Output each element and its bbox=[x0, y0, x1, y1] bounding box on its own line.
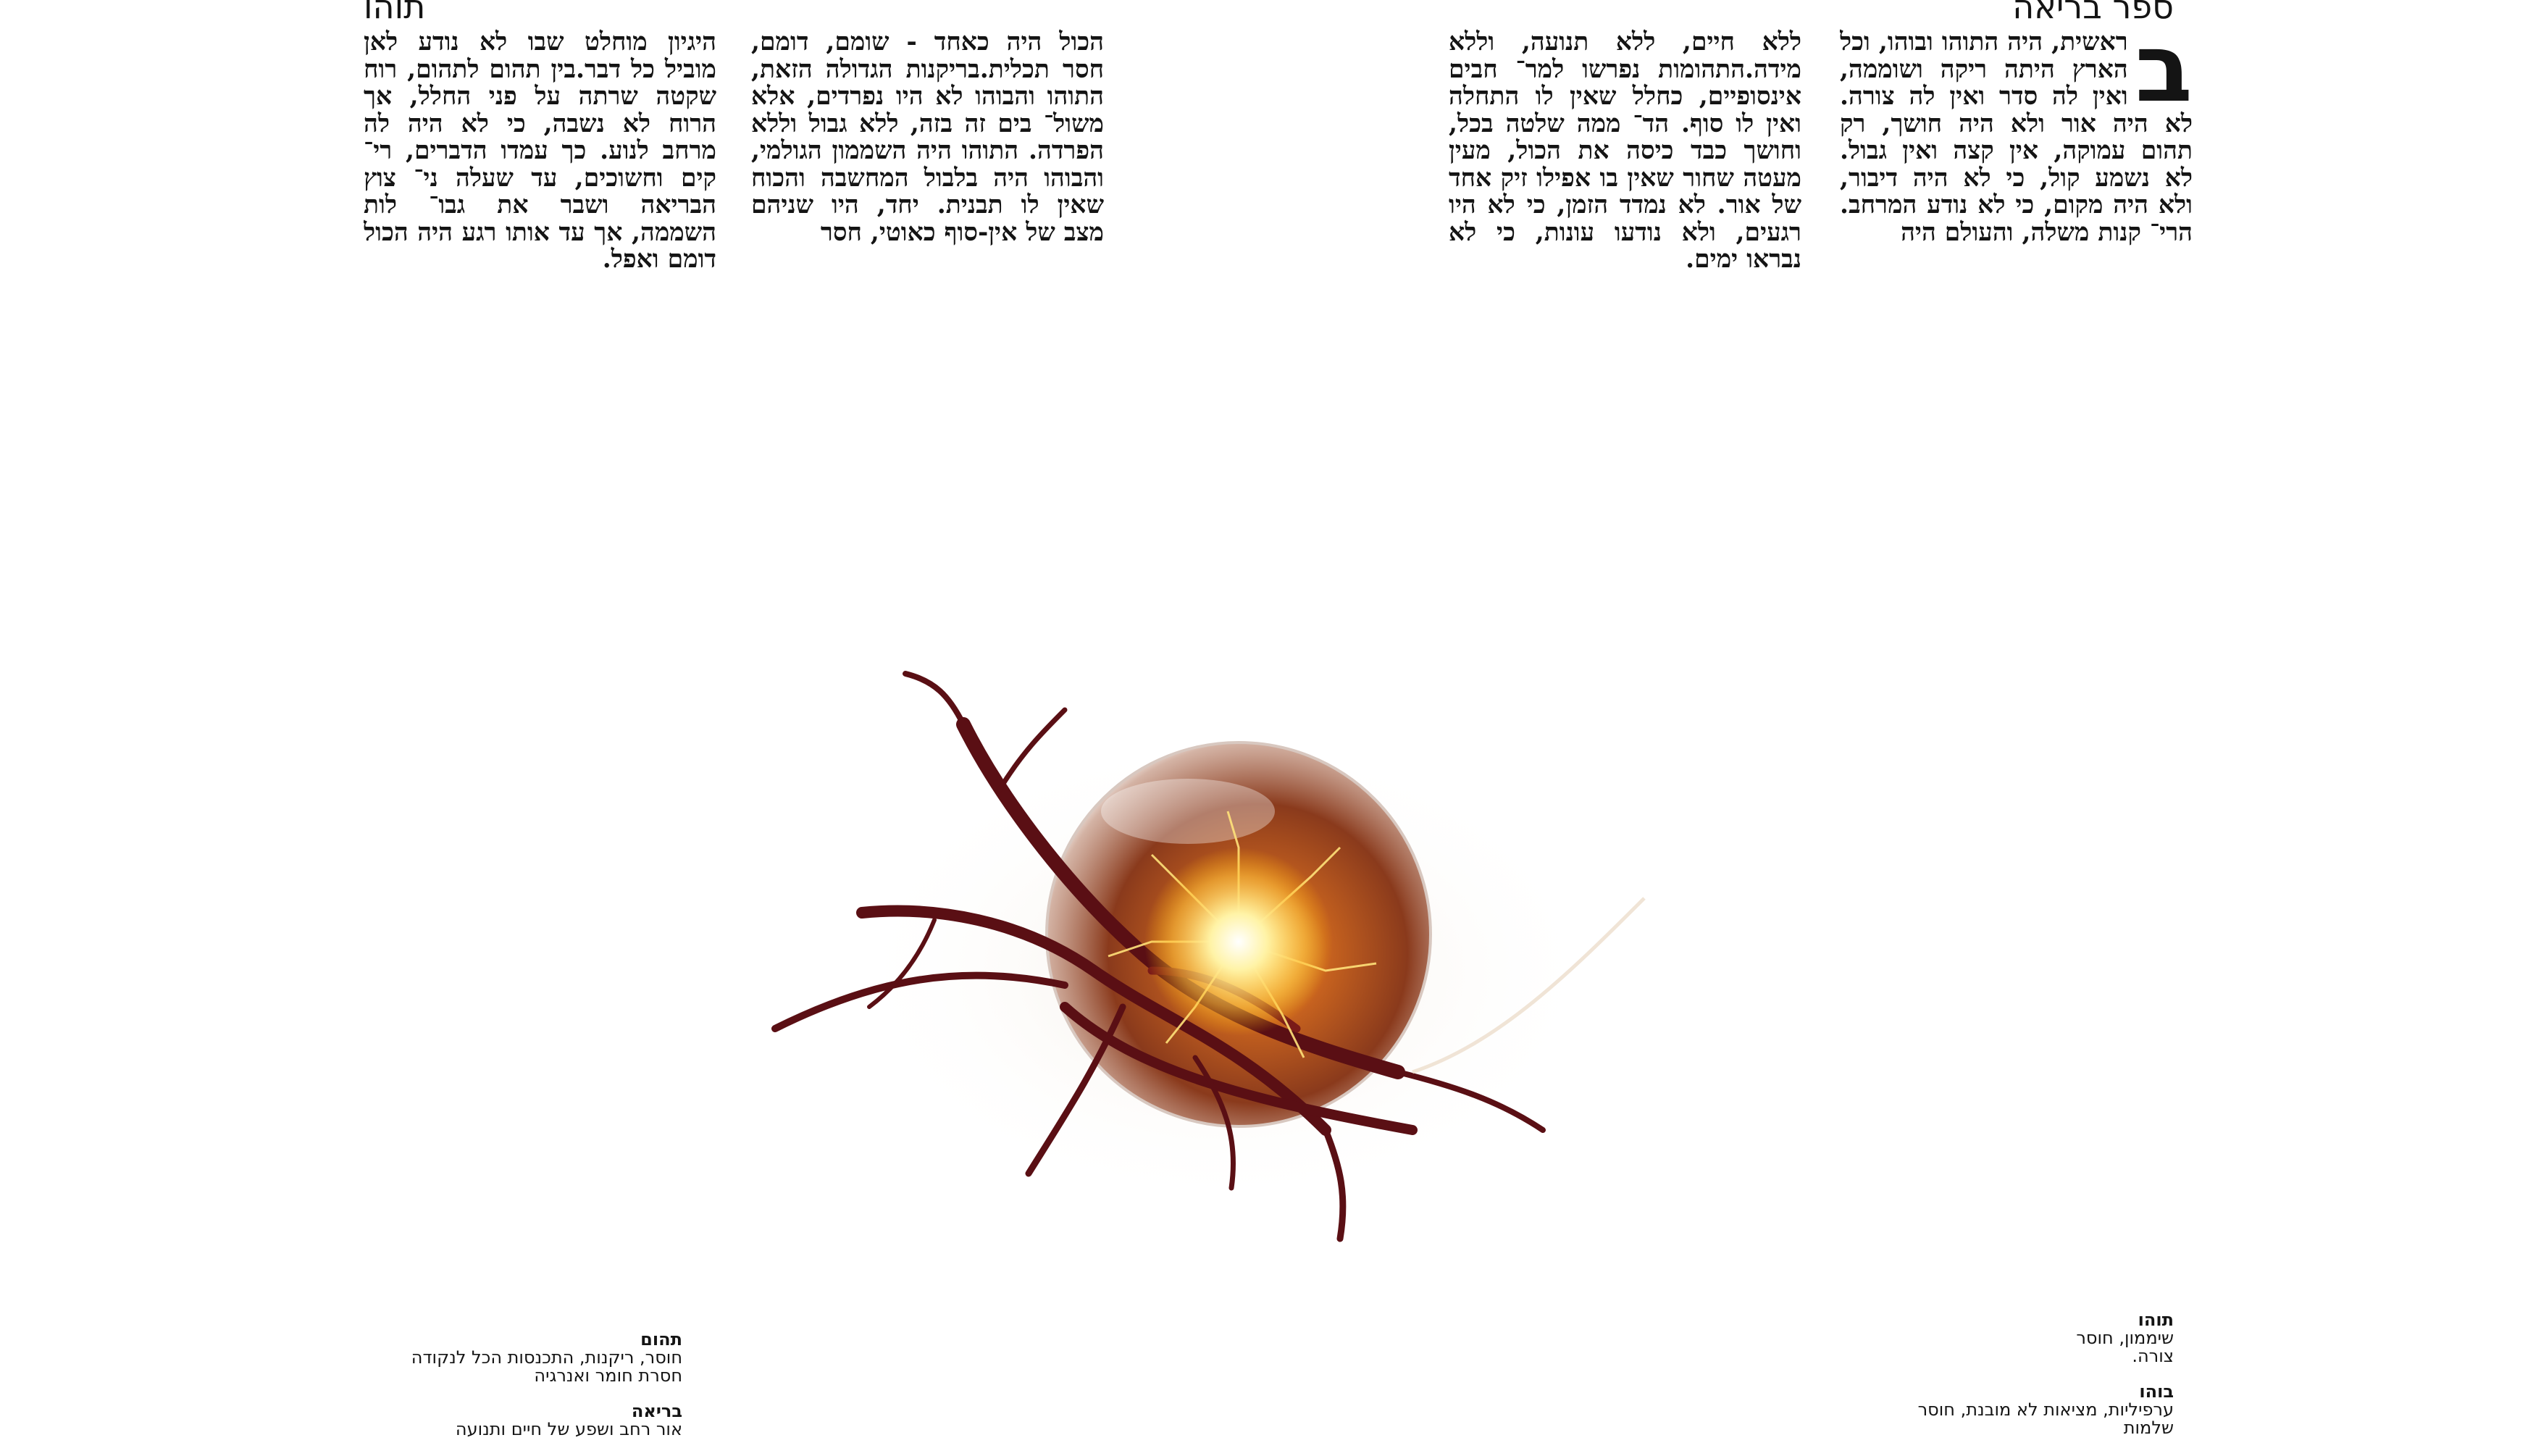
glossary-term: תוהו bbox=[2138, 1310, 2174, 1330]
glossary-definition: ערפיליות, מציאות לא מובנת, חוסר שלמות bbox=[1917, 1399, 2174, 1438]
glossary-entry bbox=[364, 1402, 682, 1439]
glossary-right bbox=[1870, 1311, 2174, 1455]
section-title: תוהו bbox=[364, 0, 426, 26]
glossary-definition: אור רחב ושפע של חיים ותנועה bbox=[455, 1419, 682, 1439]
glossary-definition: שיממון, חוסר צורה. bbox=[2076, 1328, 2174, 1366]
glossary-definition: חוסר, ריקנות, התכנסות הכל לנקודה חסרת חומר ואנרגיה bbox=[411, 1347, 682, 1386]
book-title: ספר בריאה bbox=[2012, 0, 2174, 26]
glossary-term: תהום bbox=[640, 1329, 682, 1350]
glossary-term: בוהו bbox=[2139, 1381, 2174, 1402]
text-column-3: הכול היה כאחד - שומם, דומם, חסר תכלית.בריקנות הגדולה הזאת, התוהו והבוהו לא היו נפרדים, אלא משול־ בים זה בזה, ללא גבול וללא הפרדה. התוהו היה השממון הגולמי, והבוהו היה בלבול המחשבה והכוח שאין לו תבנית. יחד, היו שניהם מצב של אין-סוף כאוטי, חסר bbox=[751, 29, 1104, 247]
text-column-1-body: ראשית, היה התוהו ובוהו, וכל הארץ היתה ריקה ושוממה, ואין לה סדר ואין לה צורה. לא היה אור ולא היה חושך, רק תהום עמוקה, אין קצה ואין גבול. לא נשמע קול, כי לא היה דיבור, ולא היה מקום, כי לא נודע המרחב. הרי־ קנות משלה, והעולם היה bbox=[1840, 29, 2193, 247]
text-column-2: ללא חיים, ללא תנועה, וללא מידה.התהומות נפרשו למר־ חבים אינסופיים, כחלל שאין לו התחלה ואין לו סוף. הד־ ממה שלטה בכל, וחושך כבד כיסה את הכול, מעין מעטה שחור שאין בו אפילו זיק אחד של אור. לא נמדד הזמן, כי לא היו רגעים, ולא נודעו עונות, כי לא נבראו ימים. bbox=[1449, 29, 1801, 274]
orb-core-glow bbox=[1144, 848, 1333, 1036]
text-column-1 bbox=[1840, 29, 2193, 304]
glossary-left bbox=[364, 1331, 682, 1456]
glossary-entry bbox=[1870, 1311, 2174, 1365]
glossary-entry bbox=[364, 1331, 682, 1385]
creation-orb-illustration bbox=[688, 666, 1731, 1260]
text-column-4: היגיון מוחלט שבו לא נודע לאן מוביל כל דבר.בין תהום לתהום, רוח שקטה שרתה על פני החלל, אך הרוח לא נשבה, כי לא היה לה מרחב לנוע. כך עמדו הדברים, רי־ קים וחשוכים, עד שעלה ני־ צוץ הבריאה ושבר את גבו־ לות השממה, אך עד אותו רגע היה הכול דומם ואפל. bbox=[364, 29, 716, 274]
drop-cap: ב bbox=[2135, 29, 2193, 123]
orb-highlight bbox=[1101, 779, 1275, 844]
glossary-term: בריאה bbox=[631, 1401, 682, 1421]
